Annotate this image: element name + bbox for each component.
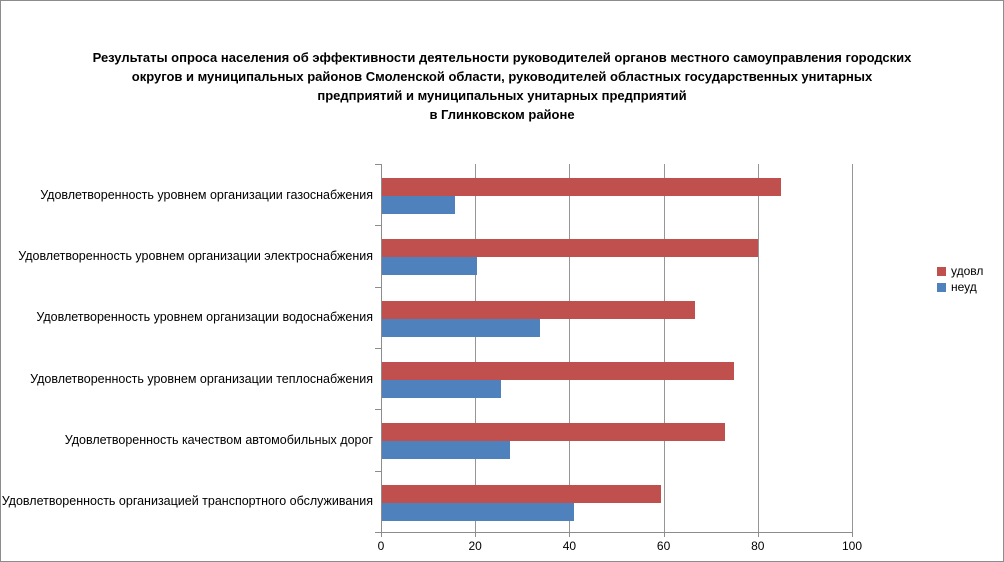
category-label: Удовлетворенность уровнем организации теплоснабжения bbox=[30, 371, 373, 386]
legend bbox=[937, 263, 983, 295]
category-label: Удовлетворенность качеством автомобильных дорог bbox=[64, 432, 373, 447]
bar-satisfied bbox=[382, 485, 661, 503]
category-label: Удовлетворенность уровнем организации газоснабжения bbox=[40, 187, 373, 202]
value-tick-label: 40 bbox=[562, 539, 577, 553]
category-axis bbox=[1, 164, 373, 532]
value-tick-label: 60 bbox=[656, 539, 671, 553]
gridline bbox=[852, 164, 853, 532]
category-axis-tick bbox=[375, 532, 381, 533]
bar-unsatisfied bbox=[382, 257, 477, 275]
bar-satisfied bbox=[382, 239, 758, 257]
value-tick-label: 100 bbox=[841, 539, 863, 553]
legend-label-satisfied: удовл bbox=[951, 264, 984, 278]
value-axis-tick bbox=[569, 532, 570, 537]
chart-title-line-4: в Глинковском районе bbox=[429, 107, 575, 122]
gridline bbox=[569, 164, 570, 532]
category-axis-tick bbox=[375, 164, 381, 165]
legend-item-satisfied bbox=[937, 263, 983, 279]
gridline bbox=[475, 164, 476, 532]
bar-unsatisfied bbox=[382, 196, 455, 214]
value-axis-tick bbox=[852, 532, 853, 537]
category-label: Удовлетворенность уровнем организации водоснабжения bbox=[36, 310, 373, 325]
value-tick-label: 20 bbox=[468, 539, 482, 553]
chart-title-line-1: Результаты опроса населения об эффективности деятельности руководителей органов местного самоуправления городских bbox=[92, 50, 912, 65]
category-axis-tick bbox=[375, 225, 381, 226]
gridline bbox=[664, 164, 665, 532]
value-tick-label: 0 bbox=[377, 539, 385, 553]
legend-swatch-unsatisfied-icon bbox=[937, 283, 946, 292]
legend-swatch-satisfied-icon bbox=[937, 267, 946, 276]
bar-unsatisfied bbox=[382, 319, 540, 337]
chart-title bbox=[1, 48, 1003, 124]
bar-unsatisfied bbox=[382, 380, 501, 398]
category-axis-tick bbox=[375, 287, 381, 288]
legend-item-unsatisfied bbox=[937, 279, 983, 295]
chart-title-line-3: предприятий и муниципальных унитарных предприятий bbox=[317, 88, 687, 103]
value-axis-tick bbox=[475, 532, 476, 537]
gridline bbox=[758, 164, 759, 532]
legend-label-unsatisfied: неуд bbox=[951, 280, 977, 294]
bar-unsatisfied bbox=[382, 441, 510, 459]
value-axis-tick bbox=[758, 532, 759, 537]
value-axis-tick bbox=[381, 532, 382, 537]
chart-title-line-2: округов и муниципальных районов Смоленской области, руководителей областных государственных унитарных bbox=[131, 69, 873, 84]
bar-unsatisfied bbox=[382, 503, 574, 521]
bar-satisfied bbox=[382, 301, 695, 319]
bar-satisfied bbox=[382, 178, 781, 196]
bar-satisfied bbox=[382, 423, 725, 441]
category-axis-tick bbox=[375, 471, 381, 472]
bar-satisfied bbox=[382, 362, 734, 380]
category-axis-tick bbox=[375, 348, 381, 349]
category-label: Удовлетворенность уровнем организации электроснабжения bbox=[18, 248, 373, 263]
category-axis-tick bbox=[375, 409, 381, 410]
plot-area bbox=[381, 164, 853, 533]
value-tick-label: 80 bbox=[751, 539, 765, 553]
category-label: Удовлетворенность организацией транспортного обслуживания bbox=[1, 494, 373, 509]
value-axis-tick bbox=[664, 532, 665, 537]
